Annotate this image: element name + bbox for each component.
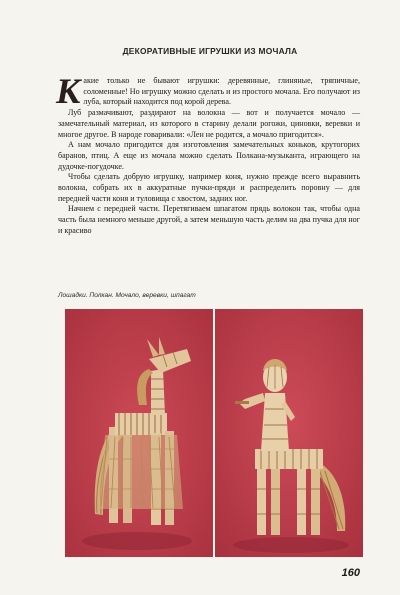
page-title: ДЕКОРАТИВНЫЕ ИГРУШКИ ИЗ МОЧАЛА xyxy=(122,46,298,56)
horse-toy-illustration xyxy=(65,309,213,557)
horse-toy-photo xyxy=(65,309,213,557)
page-number: 160 xyxy=(341,567,360,579)
paragraph-1-text: акие только не бывают игрушки: деревянные, глиняные, тряпичные, соломенные! Но игрушку можно сделать и из простого мочала. Его получают из луба, который находится под корой дерева. xyxy=(83,76,360,107)
polkan-toy-illustration xyxy=(215,309,363,557)
paragraph-1 xyxy=(56,71,360,111)
figure-caption: Лошадки. Полкан. Мочало, веревки, шпагат xyxy=(58,292,196,299)
paragraph-3: А нам мочало пригодится для изготовления замечательных коньков, крутогорих баранов, птиц. А еще из мочала можно сделать Полкана-музыканта, играющего на дудочке-погудочке. xyxy=(58,140,360,171)
paragraph-2: Луб размачивают, раздирают на волокна — вот и получается мочало — замечательный материал, из которого в старину делали рогожи, циновки, веревки и многое другое. В народе говаривали: «Лен не родится, а мочало пригодится». xyxy=(58,108,360,139)
polkan-toy-photo xyxy=(215,309,363,557)
drop-cap: К xyxy=(56,71,81,111)
article-text xyxy=(56,71,360,237)
paragraph-5: Начнем с передней части. Перетягиваем шпагатом прядь волокон так, чтобы одна часть была немного меньше другой, а затем меньшую часть делим на два пучка для ног и красиво xyxy=(58,204,360,235)
paragraph-4: Чтобы сделать добрую игрушку, например коня, нужно прежде всего выравнить волокна, собрать их в аккуратные пучки-пряди и распределить поровну — для передней части коня и туловища с хвостом, задних ног. xyxy=(58,172,360,203)
